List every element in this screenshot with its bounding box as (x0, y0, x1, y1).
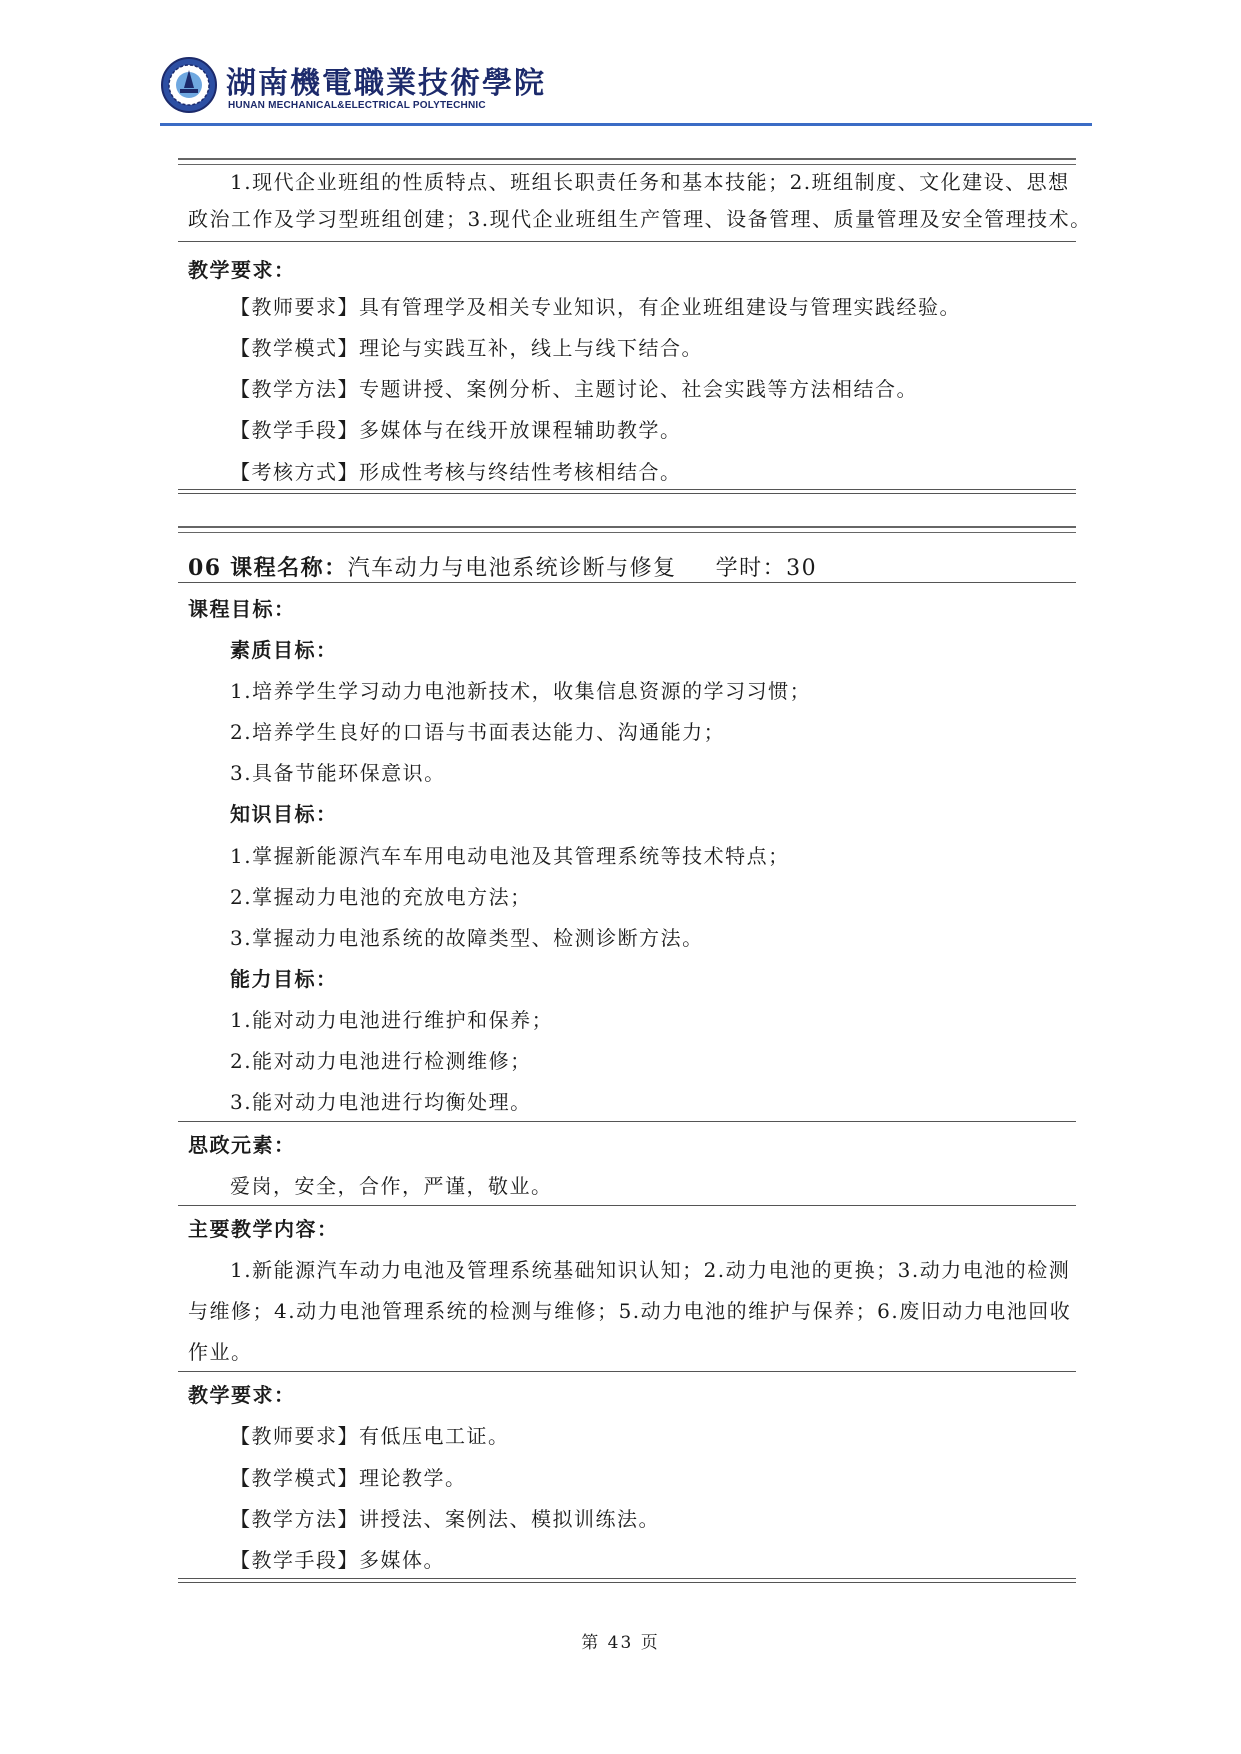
table-rule (178, 582, 1076, 583)
knowledge-item: 1.掌握新能源汽车车用电动电池及其管理系统等技术特点； (230, 844, 790, 868)
ideology-text: 爱岗，安全，合作，严谨，敬业。 (230, 1174, 553, 1198)
ideology-heading: 思政元素： (188, 1133, 296, 1157)
page-number: 第 43 页 (581, 1633, 660, 1653)
ability-heading: 能力目标： (230, 967, 338, 991)
table-rule (178, 1371, 1076, 1372)
ability-item: 3.能对动力电池进行均衡处理。 (230, 1090, 532, 1114)
prev-req-item: 【教师要求】具有管理学及相关专业知识，有企业班组建设与管理实践经验。 (230, 295, 961, 319)
table-rule (178, 526, 1076, 533)
course-name-label: 课程名称： (230, 555, 348, 581)
course-number: 06 (188, 555, 222, 581)
content-heading: 主要教学内容： (188, 1217, 339, 1241)
header-rule (160, 123, 1092, 126)
course-hours: 30 (786, 556, 818, 581)
quality-item: 3.具备节能环保意识。 (230, 761, 446, 785)
knowledge-item: 2.掌握动力电池的充放电方法； (230, 885, 532, 909)
course-title (188, 551, 817, 582)
school-name-en: HUNAN MECHANICAL&ELECTRICAL POLYTECHNIC (228, 100, 486, 111)
table-rule (178, 1205, 1076, 1206)
content-line: 1.新能源汽车动力电池及管理系统基础知识认知；2.动力电池的更换；3.动力电池的检测 (230, 1258, 1071, 1282)
table-rule (178, 1121, 1076, 1122)
ability-item: 1.能对动力电池进行维护和保养； (230, 1008, 554, 1032)
table-rule (178, 489, 1076, 494)
req-item: 【教学手段】多媒体。 (230, 1548, 445, 1572)
quality-heading: 素质目标： (230, 638, 338, 662)
req-item: 【教师要求】有低压电工证。 (230, 1424, 510, 1448)
req-item: 【教学模式】理论教学。 (230, 1466, 467, 1490)
req-item: 【教学方法】讲授法、案例法、模拟训练法。 (230, 1507, 660, 1531)
course-hours-label: 学时： (715, 556, 787, 581)
goals-heading: 课程目标： (188, 597, 296, 621)
knowledge-heading: 知识目标： (230, 802, 338, 826)
req-heading: 教学要求： (188, 1383, 296, 1407)
prev-content-line: 1.现代企业班组的性质特点、班组长职责任务和基本技能；2.班组制度、文化建设、思想 (230, 170, 1070, 194)
table-rule (178, 241, 1076, 242)
knowledge-item: 3.掌握动力电池系统的故障类型、检测诊断方法。 (230, 926, 704, 950)
prev-content-line: 政治工作及学习型班组创建；3.现代企业班组生产管理、设备管理、质量管理及安全管理技术。 (188, 207, 1092, 231)
table-rule (178, 158, 1076, 165)
school-name-cn: 湖南機電職業技術學院 (226, 66, 546, 101)
prev-req-item: 【教学模式】理论与实践互补，线上与线下结合。 (230, 336, 703, 360)
quality-item: 1.培养学生学习动力电池新技术，收集信息资源的学习习惯； (230, 679, 812, 703)
table-rule (178, 1578, 1076, 1583)
ability-item: 2.能对动力电池进行检测维修； (230, 1049, 532, 1073)
page-header (160, 48, 1092, 128)
school-emblem-icon (160, 56, 218, 114)
course-name: 汽车动力与电池系统诊断与修复 (347, 556, 677, 581)
prev-req-heading: 教学要求： (188, 258, 296, 282)
prev-req-item: 【考核方式】形成性考核与终结性考核相结合。 (230, 460, 682, 484)
content-line: 作业。 (188, 1340, 253, 1364)
prev-req-item: 【教学手段】多媒体与在线开放课程辅助教学。 (230, 418, 682, 442)
prev-req-item: 【教学方法】专题讲授、案例分析、主题讨论、社会实践等方法相结合。 (230, 377, 918, 401)
quality-item: 2.培养学生良好的口语与书面表达能力、沟通能力； (230, 720, 726, 744)
content-line: 与维修；4.动力电池管理系统的检测与维修；5.动力电池的维护与保养；6.废旧动力电池回收 (188, 1299, 1072, 1323)
